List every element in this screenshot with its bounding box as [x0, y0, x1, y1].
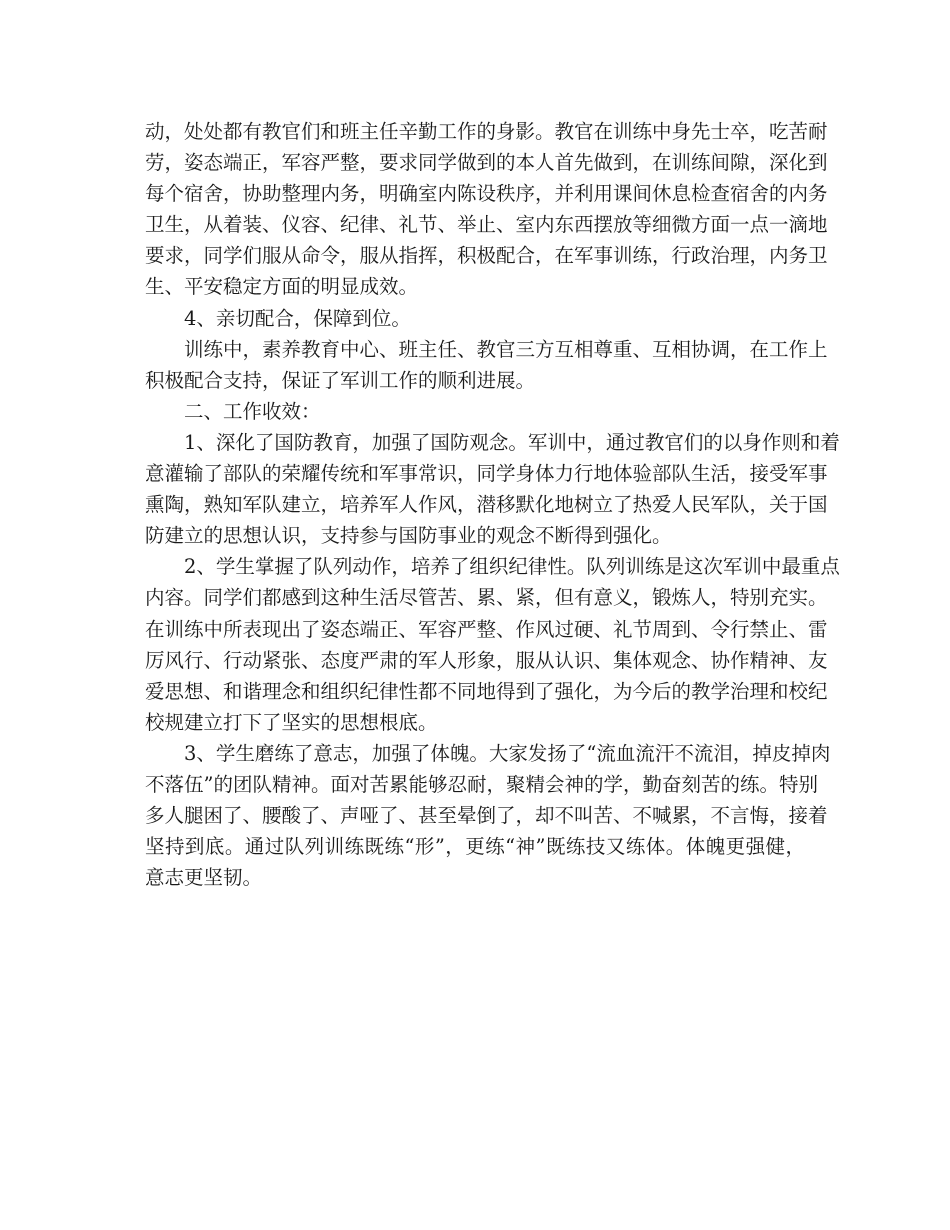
text-line: 熏陶，熟知军队建立，培养军人作风，潜移默化地树立了热爱人民军队，关于国: [145, 493, 828, 517]
text-line: 训练中，素养教育中心、班主任、教官三方互相尊重、互相协调，在工作上: [184, 337, 828, 361]
text-line: 校规建立打下了坚实的思想根底。: [145, 710, 438, 734]
text-line: 要求，同学们服从命令，服从指挥，积极配合，在军事训练，行政治理，内务卫: [145, 244, 828, 268]
paragraph-section-2: [145, 396, 805, 427]
paragraph-result-2: [145, 551, 840, 738]
paragraph-cooperation: [145, 334, 828, 396]
document-body: [145, 116, 840, 893]
text-line: 4、亲切配合，保障到位。: [184, 306, 411, 330]
paragraph-continued: [145, 116, 828, 303]
text-line: 1、深化了国防教育，加强了国防观念。军训中，通过教官们的以身作则和着: [184, 430, 840, 454]
text-line: 积极配合支持，保证了军训工作的顺利进展。: [145, 368, 536, 392]
paragraph-result-1: [145, 427, 840, 551]
text-line: 2、学生掌握了队列动作，培养了组织纪律性。队列训练是这次军训中最重点: [184, 555, 840, 579]
text-line: 二、工作收效：: [184, 399, 321, 423]
text-line: 劳，姿态端正，军容严整，要求同学做到的本人首先做到，在训练间隙，深化到: [145, 151, 828, 175]
paragraph-heading-4: [145, 303, 805, 334]
text-line: 爱思想、和谐理念和组织纪律性都不同地得到了强化，为今后的教学治理和校纪: [145, 679, 828, 703]
text-line: 防建立的思想认识，支持参与国防事业的观念不断得到强化。: [145, 524, 672, 548]
text-line: 意灌输了部队的荣耀传统和军事常识，同学身体力行地体验部队生活，接受军事: [145, 462, 828, 486]
text-line: 在训练中所表现出了姿态端正、军容严整、作风过硬、礼节周到、令行禁止、雷: [145, 617, 828, 641]
text-line: 不落伍”的团队精神。面对苦累能够忍耐，聚精会神的学，勤奋刻苦的练。特别: [145, 772, 818, 796]
paragraph-result-3: [145, 738, 831, 893]
text-line: 多人腿困了、腰酸了、声哑了、甚至晕倒了，却不叫苦、不喊累，不言悔，接着: [145, 804, 828, 828]
text-line: 厉风行、行动紧张、态度严肃的军人形象，服从认识、集体观念、协作精神、友: [145, 648, 828, 672]
text-line: 生、平安稳定方面的明显成效。: [145, 275, 419, 299]
text-line: 内容。同学们都感到这种生活尽管苦、累、紧，但有意义，锻炼人，特别充实。: [145, 586, 828, 610]
text-line: 每个宿舍，协助整理内务，明确室内陈设秩序，并利用课间休息检查宿舍的内务: [145, 182, 828, 206]
text-line: 卫生，从着装、仪容、纪律、礼节、举止、室内东西摆放等细微方面一点一滴地: [145, 213, 828, 237]
text-line: 坚持到底。通过队列训练既练“形”，更练“神”既练技又练体。体魄更强健，: [145, 835, 805, 859]
text-line: 3、学生磨练了意志，加强了体魄。大家发扬了“流血流汗不流泪，掉皮掉肉: [184, 741, 831, 765]
text-line: 动，处处都有教官们和班主任辛勤工作的身影。教官在训练中身先士卒，吃苦耐: [145, 120, 828, 143]
text-line: 意志更坚韧。: [145, 866, 263, 890]
